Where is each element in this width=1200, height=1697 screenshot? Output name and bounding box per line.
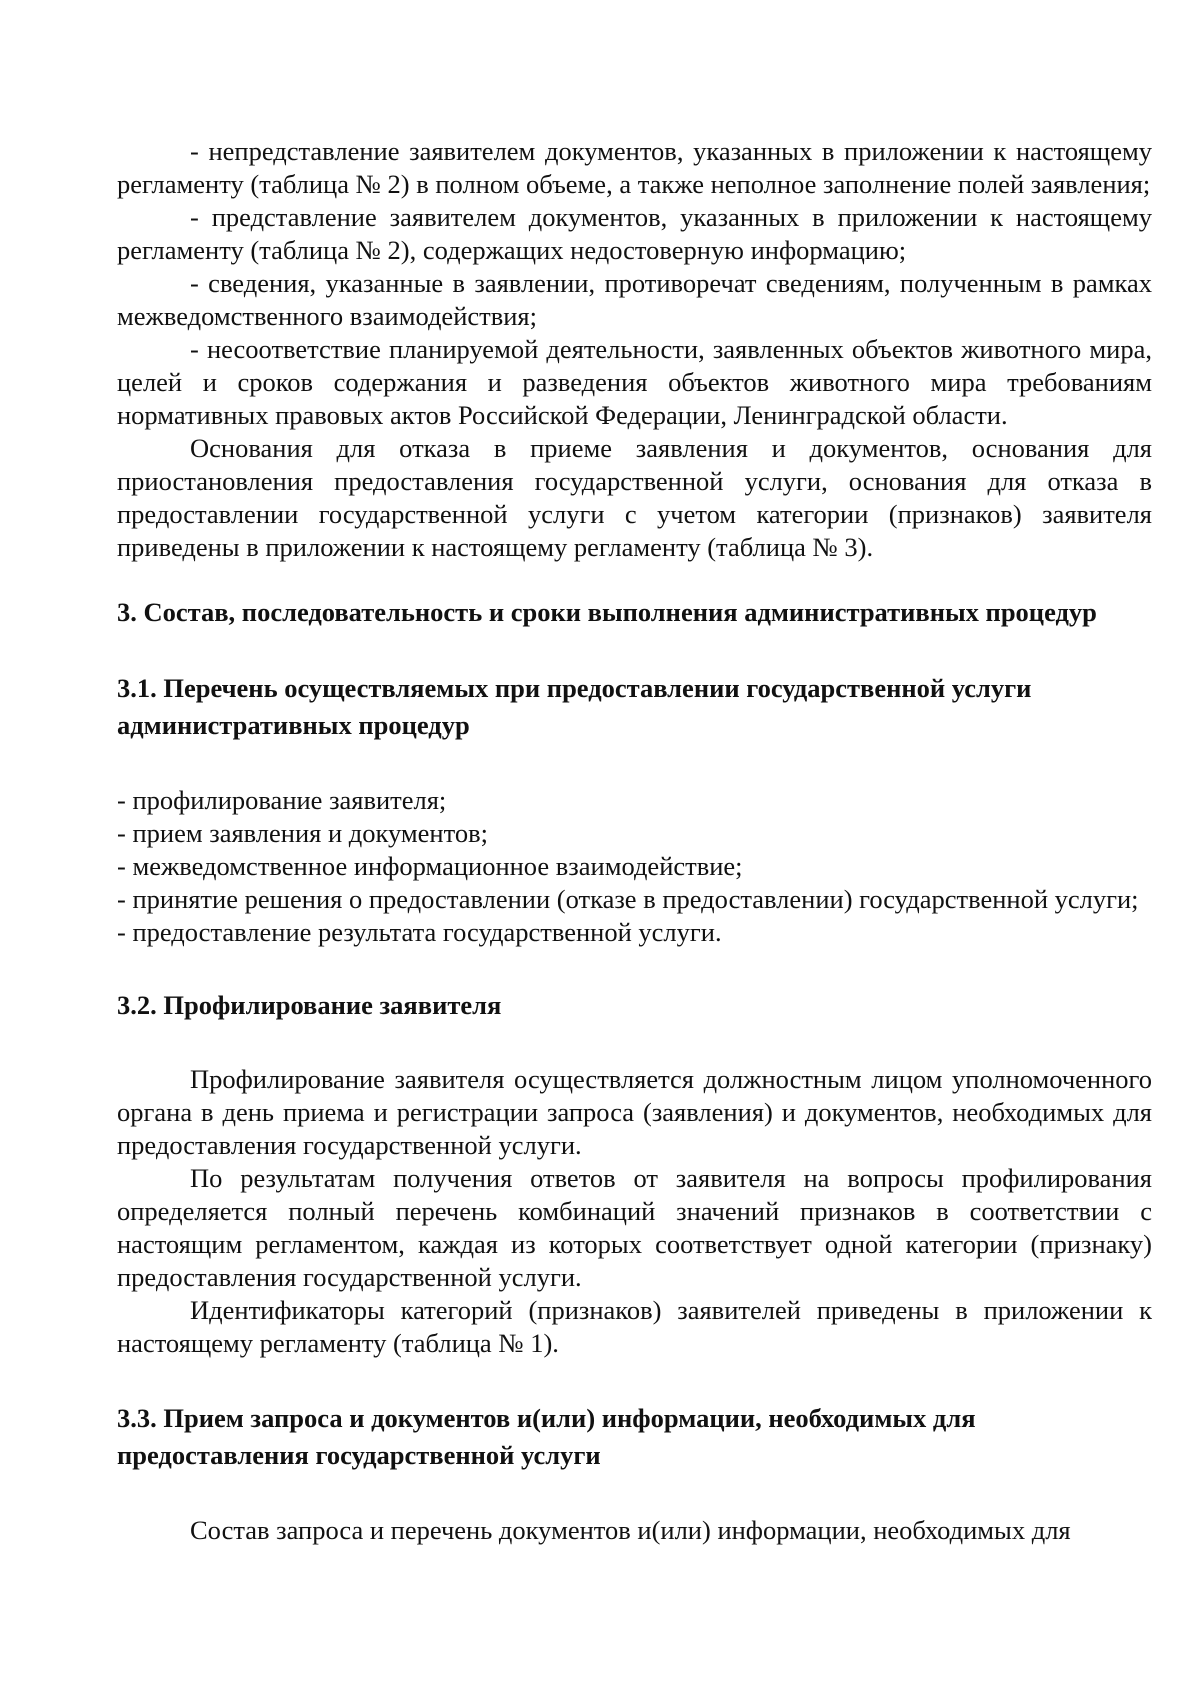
list-item: - прием заявления и документов;: [117, 818, 488, 848]
paragraph: - несоответствие планируемой деятельности, заявленных объектов животного мира, целей и сроков содержания и разведения объектов животного мира требованиям нормативных правовых актов Российской Федерации, Ленинградской области.: [117, 334, 1152, 430]
section-heading-3-2: 3.2. Профилирование заявителя: [117, 990, 502, 1020]
section-heading-3-1: 3.1. Перечень осуществляемых при предоставлении государственной услуги административных процедур: [117, 673, 1032, 740]
paragraph: - представление заявителем документов, указанных в приложении к настоящему регламенту (таблица № 2), содержащих недостоверную информацию;: [117, 202, 1152, 265]
paragraph: - непредставление заявителем документов, указанных в приложении к настоящему регламенту (таблица № 2) в полном объеме, а также неполное заполнение полей заявления;: [117, 136, 1152, 199]
paragraph: Состав запроса и перечень документов и(или) информации, необходимых для: [190, 1515, 1071, 1545]
paragraph: Профилирование заявителя осуществляется должностным лицом уполномоченного органа в день приема и регистрации запроса (заявления) и документов, необходимых для предоставления государственной услуги.: [117, 1064, 1152, 1160]
paragraph: - сведения, указанные в заявлении, противоречат сведениям, полученным в рамках межведомственного взаимодействия;: [117, 268, 1152, 331]
list-item: - принятие решения о предоставлении (отказе в предоставлении) государственной услуги;: [117, 884, 1139, 914]
list-item: - межведомственное информационное взаимодействие;: [117, 851, 743, 881]
list-item: - профилирование заявителя;: [117, 785, 447, 815]
list-item: - предоставление результата государственной услуги.: [117, 917, 722, 947]
paragraph: Основания для отказа в приеме заявления и документов, основания для приостановления предоставления государственной услуги, основания для отказа в предоставлении государственной услуги с учетом категории (признаков) заявителя приведены в приложении к настоящему регламенту (таблица № 3).: [117, 433, 1152, 562]
section-heading-3: 3. Состав, последовательность и сроки выполнения административных процедур: [117, 597, 1097, 627]
paragraph: По результатам получения ответов от заявителя на вопросы профилирования определяется полный перечень комбинаций значений признаков в соответствии с настоящим регламентом, каждая из которых соответствует одной категории (признаку) предоставления государственной услуги.: [117, 1163, 1152, 1292]
document-page: [117, 135, 1152, 1547]
section-heading-3-3: 3.3. Прием запроса и документов и(или) информации, необходимых для предоставления государственной услуги: [117, 1403, 976, 1470]
paragraph: Идентификаторы категорий (признаков) заявителей приведены в приложении к настоящему регламенту (таблица № 1).: [117, 1295, 1152, 1358]
